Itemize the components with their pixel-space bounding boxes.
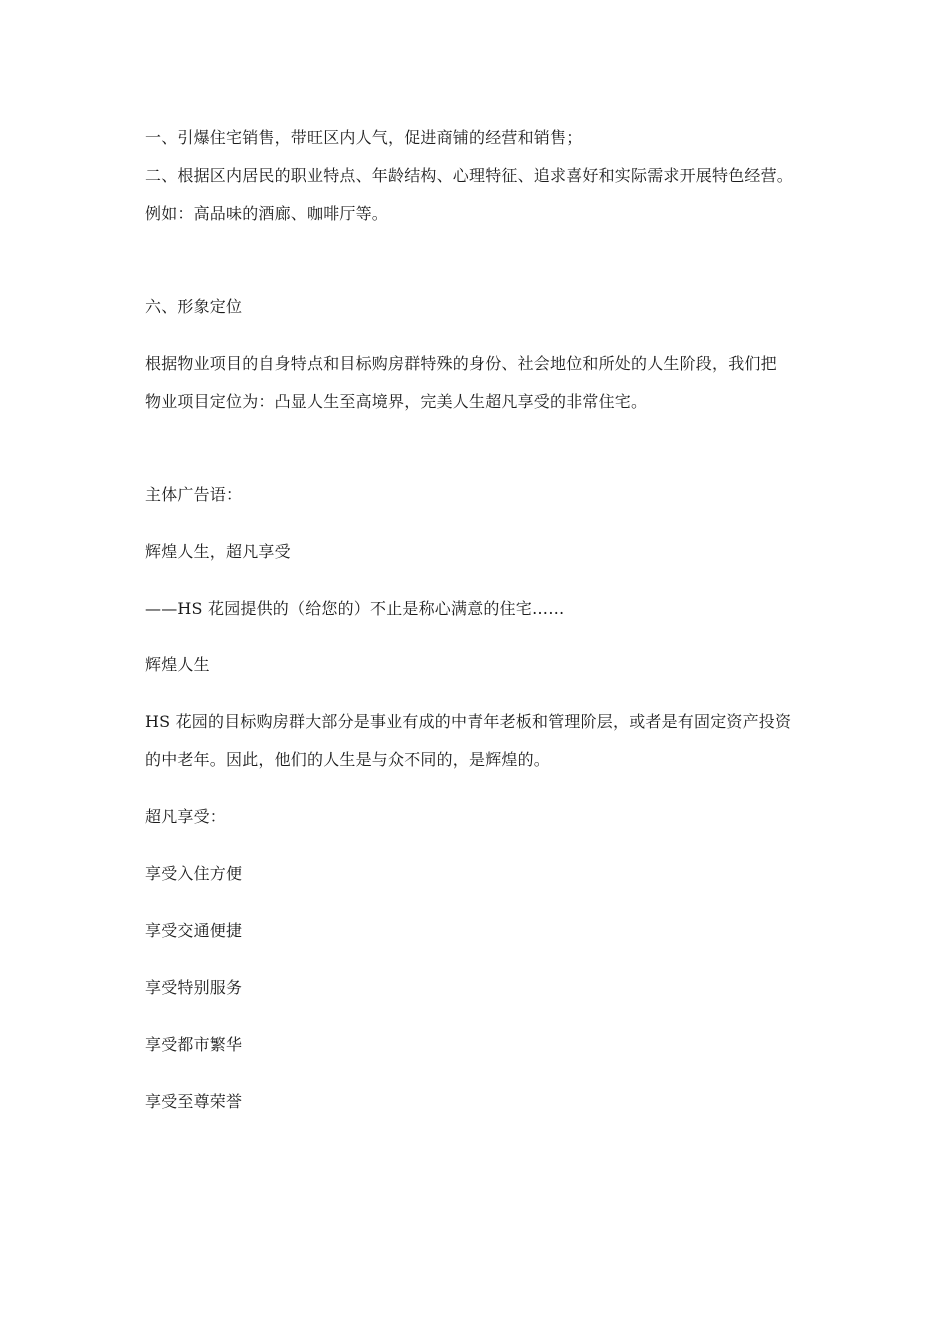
positioning-paragraph-line-2: 物业项目定位为：凸显人生至高境界，完美人生超凡享受的非常住宅。: [145, 392, 648, 411]
list-item-2-line-1: 二、根据区内居民的职业特点、年龄结构、心理特征、追求喜好和实际需求开展特色经营。: [145, 166, 794, 185]
slogan-subtitle: ——HS 花园提供的（给您的）不止是称心满意的住宅……: [145, 599, 565, 618]
glory-heading: 辉煌人生: [145, 655, 210, 674]
enjoy-list-item: 享受入住方便: [145, 864, 243, 883]
slogan-text: 辉煌人生，超凡享受: [145, 542, 291, 561]
list-item-1: 一、引爆住宅销售，带旺区内人气，促进商铺的经营和销售；: [145, 128, 583, 147]
list-item-2-line-2: 例如：高品味的酒廊、咖啡厅等。: [145, 204, 389, 223]
enjoy-list-item: 享受都市繁华: [145, 1035, 243, 1054]
glory-paragraph-line-1: HS 花园的目标购房群大部分是事业有成的中青年老板和管理阶层，或者是有固定资产投资: [145, 712, 792, 731]
enjoy-list-item: 享受至尊荣誉: [145, 1092, 243, 1111]
glory-paragraph-line-2: 的中老年。因此，他们的人生是与众不同的，是辉煌的。: [145, 750, 551, 769]
enjoy-list-item: 享受特别服务: [145, 978, 243, 997]
section-heading: 六、形象定位: [145, 297, 243, 316]
positioning-paragraph-line-1: 根据物业项目的自身特点和目标购房群特殊的身份、社会地位和所处的人生阶段，我们把: [145, 354, 777, 373]
slogan-label: 主体广告语：: [145, 485, 243, 504]
enjoy-list-item: 享受交通便捷: [145, 921, 243, 940]
enjoy-heading: 超凡享受：: [145, 807, 227, 826]
